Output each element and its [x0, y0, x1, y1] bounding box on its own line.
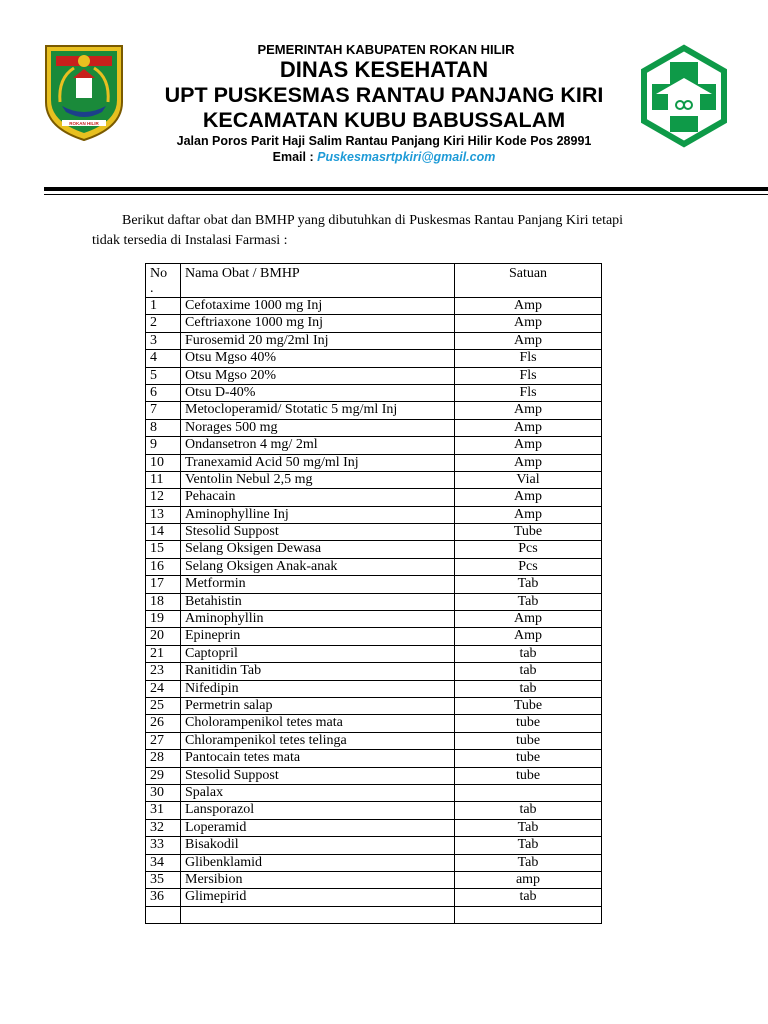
row-unit: Amp	[455, 489, 602, 506]
row-unit: Amp	[455, 506, 602, 523]
row-no: 16	[146, 558, 181, 575]
row-unit: Tube	[455, 524, 602, 541]
agency-name: DINAS KESEHATAN	[279, 57, 489, 82]
table-row	[146, 819, 602, 836]
table-row	[146, 419, 602, 436]
header-no: No .	[146, 264, 181, 298]
row-no: 21	[146, 645, 181, 662]
table-row	[146, 871, 602, 888]
intro-line-1: Berikut daftar obat dan BMHP yang dibutuhkan di Puskesmas Rantau Panjang Kiri tetapi	[122, 213, 624, 228]
row-name: Otsu Mgso 40%	[181, 350, 455, 367]
row-no: 26	[146, 715, 181, 732]
table-row	[146, 837, 602, 854]
row-no: 12	[146, 489, 181, 506]
row-name: Selang Oksigen Anak-anak	[181, 558, 455, 575]
row-no: 2	[146, 315, 181, 332]
row-name: Stesolid Suppost	[181, 767, 455, 784]
table-row	[146, 854, 602, 871]
row-name: Loperamid	[181, 819, 455, 836]
row-unit: tube	[455, 715, 602, 732]
header-divider-thin	[44, 194, 768, 195]
table-row	[146, 645, 602, 662]
clinic-name: UPT PUSKESMAS RANTAU PANJANG KIRI	[164, 83, 604, 107]
row-name	[181, 906, 455, 923]
email-link[interactable]: Puskesmasrtpkiri@gmail.com	[317, 150, 496, 164]
table-row	[146, 767, 602, 784]
row-unit: Tab	[455, 837, 602, 854]
row-name: Otsu Mgso 20%	[181, 367, 455, 384]
table-row	[146, 750, 602, 767]
table-row	[146, 732, 602, 749]
row-name: Ranitidin Tab	[181, 663, 455, 680]
row-name: Cefotaxime 1000 mg Inj	[181, 298, 455, 315]
row-unit: Tab	[455, 819, 602, 836]
table-row	[146, 350, 602, 367]
table-row	[146, 558, 602, 575]
row-unit: tube	[455, 750, 602, 767]
row-name: Ventolin Nebul 2,5 mg	[181, 471, 455, 488]
table-row	[146, 332, 602, 349]
table-row	[146, 437, 602, 454]
table-row	[146, 889, 602, 906]
table-row	[146, 593, 602, 610]
row-name: Tranexamid Acid 50 mg/ml Inj	[181, 454, 455, 471]
row-unit: amp	[455, 871, 602, 888]
row-no: 29	[146, 767, 181, 784]
email-line	[0, 150, 768, 164]
row-name: Chlorampenikol tetes telinga	[181, 732, 455, 749]
medicine-table	[145, 263, 602, 924]
row-unit: Fls	[455, 384, 602, 401]
row-unit: tab	[455, 889, 602, 906]
row-name: Permetrin salap	[181, 697, 455, 714]
row-unit: Pcs	[455, 541, 602, 558]
header-name: Nama Obat / BMHP	[181, 264, 455, 298]
row-unit: Tube	[455, 697, 602, 714]
row-no: 1	[146, 298, 181, 315]
row-unit: Amp	[455, 298, 602, 315]
row-name: Mersibion	[181, 871, 455, 888]
row-no: 27	[146, 732, 181, 749]
row-name: Epineprin	[181, 628, 455, 645]
row-name: Nifedipin	[181, 680, 455, 697]
row-name: Furosemid 20 mg/2ml Inj	[181, 332, 455, 349]
row-unit: Amp	[455, 332, 602, 349]
row-unit: Fls	[455, 367, 602, 384]
row-no: 14	[146, 524, 181, 541]
row-no: 24	[146, 680, 181, 697]
row-no: 13	[146, 506, 181, 523]
row-unit: Tab	[455, 854, 602, 871]
table-row	[146, 489, 602, 506]
row-no: 36	[146, 889, 181, 906]
row-no: 25	[146, 697, 181, 714]
table-row	[146, 628, 602, 645]
table-row	[146, 506, 602, 523]
email-label: Email :	[272, 150, 318, 164]
table-row	[146, 402, 602, 419]
row-name: Aminophylline Inj	[181, 506, 455, 523]
row-no: 34	[146, 854, 181, 871]
table-row	[146, 367, 602, 384]
government-name: PEMERINTAH KABUPATEN ROKAN HILIR	[257, 42, 515, 57]
row-unit: Tab	[455, 593, 602, 610]
row-unit: tab	[455, 802, 602, 819]
row-no: 11	[146, 471, 181, 488]
row-name: Otsu D-40%	[181, 384, 455, 401]
row-name: Captopril	[181, 645, 455, 662]
row-unit: Amp	[455, 628, 602, 645]
row-no: 23	[146, 663, 181, 680]
row-unit: Amp	[455, 611, 602, 628]
row-no	[146, 906, 181, 923]
row-name: Bisakodil	[181, 837, 455, 854]
row-name: Betahistin	[181, 593, 455, 610]
table-row	[146, 298, 602, 315]
intro-line-2: tidak tersedia di Instalasi Farmasi :	[92, 233, 288, 248]
row-no: 18	[146, 593, 181, 610]
table-row	[146, 576, 602, 593]
table-row	[146, 524, 602, 541]
row-unit	[455, 784, 602, 801]
emblem-text: ROKAN HILIR	[69, 121, 99, 126]
row-name: Metformin	[181, 576, 455, 593]
row-no: 3	[146, 332, 181, 349]
row-no: 17	[146, 576, 181, 593]
table-header-row	[146, 264, 602, 298]
row-no: 33	[146, 837, 181, 854]
row-unit: Amp	[455, 454, 602, 471]
table-row	[146, 454, 602, 471]
table-row	[146, 680, 602, 697]
row-name: Aminophyllin	[181, 611, 455, 628]
row-unit: tab	[455, 680, 602, 697]
header-unit: Satuan	[455, 264, 602, 298]
row-no: 7	[146, 402, 181, 419]
row-name: Lansporazol	[181, 802, 455, 819]
table-row	[146, 784, 602, 801]
row-name: Cholorampenikol tetes mata	[181, 715, 455, 732]
row-unit: Amp	[455, 402, 602, 419]
letterhead	[0, 0, 768, 200]
row-name: Pantocain tetes mata	[181, 750, 455, 767]
row-no: 28	[146, 750, 181, 767]
address: Jalan Poros Parit Haji Salim Rantau Panjang Kiri Hilir Kode Pos 28991	[176, 134, 592, 148]
table-row	[146, 802, 602, 819]
row-unit: Fls	[455, 350, 602, 367]
row-name: Pehacain	[181, 489, 455, 506]
table-row	[146, 384, 602, 401]
row-no: 31	[146, 802, 181, 819]
table-row	[146, 715, 602, 732]
row-unit: Amp	[455, 315, 602, 332]
row-unit: tab	[455, 663, 602, 680]
row-no: 6	[146, 384, 181, 401]
row-name: Metocloperamid/ Stotatic 5 mg/ml Inj	[181, 402, 455, 419]
row-name: Glimepirid	[181, 889, 455, 906]
row-name: Ondansetron 4 mg/ 2ml	[181, 437, 455, 454]
table-row	[146, 663, 602, 680]
table-row	[146, 611, 602, 628]
row-no: 4	[146, 350, 181, 367]
row-no: 10	[146, 454, 181, 471]
row-unit: Amp	[455, 437, 602, 454]
row-no: 9	[146, 437, 181, 454]
row-no: 32	[146, 819, 181, 836]
row-no: 8	[146, 419, 181, 436]
row-no: 35	[146, 871, 181, 888]
row-unit: Amp	[455, 419, 602, 436]
intro-paragraph	[92, 211, 682, 251]
row-unit: Tab	[455, 576, 602, 593]
header-divider-thick	[44, 187, 768, 191]
table-row	[146, 471, 602, 488]
district-name: KECAMATAN KUBU BABUSSALAM	[202, 108, 566, 132]
table-row	[146, 906, 602, 923]
row-unit	[455, 906, 602, 923]
row-name: Ceftriaxone 1000 mg Inj	[181, 315, 455, 332]
row-name: Glibenklamid	[181, 854, 455, 871]
row-name: Selang Oksigen Dewasa	[181, 541, 455, 558]
row-name: Norages 500 mg	[181, 419, 455, 436]
puskesmas-logo-icon	[638, 44, 730, 148]
row-no: 19	[146, 611, 181, 628]
row-name: Stesolid Suppost	[181, 524, 455, 541]
row-unit: Pcs	[455, 558, 602, 575]
row-no: 15	[146, 541, 181, 558]
table-row	[146, 315, 602, 332]
row-no: 5	[146, 367, 181, 384]
row-unit: tube	[455, 767, 602, 784]
table-row	[146, 541, 602, 558]
row-unit: Vial	[455, 471, 602, 488]
row-no: 30	[146, 784, 181, 801]
row-name: Spalax	[181, 784, 455, 801]
row-no: 20	[146, 628, 181, 645]
table-row	[146, 697, 602, 714]
row-unit: tube	[455, 732, 602, 749]
row-unit: tab	[455, 645, 602, 662]
